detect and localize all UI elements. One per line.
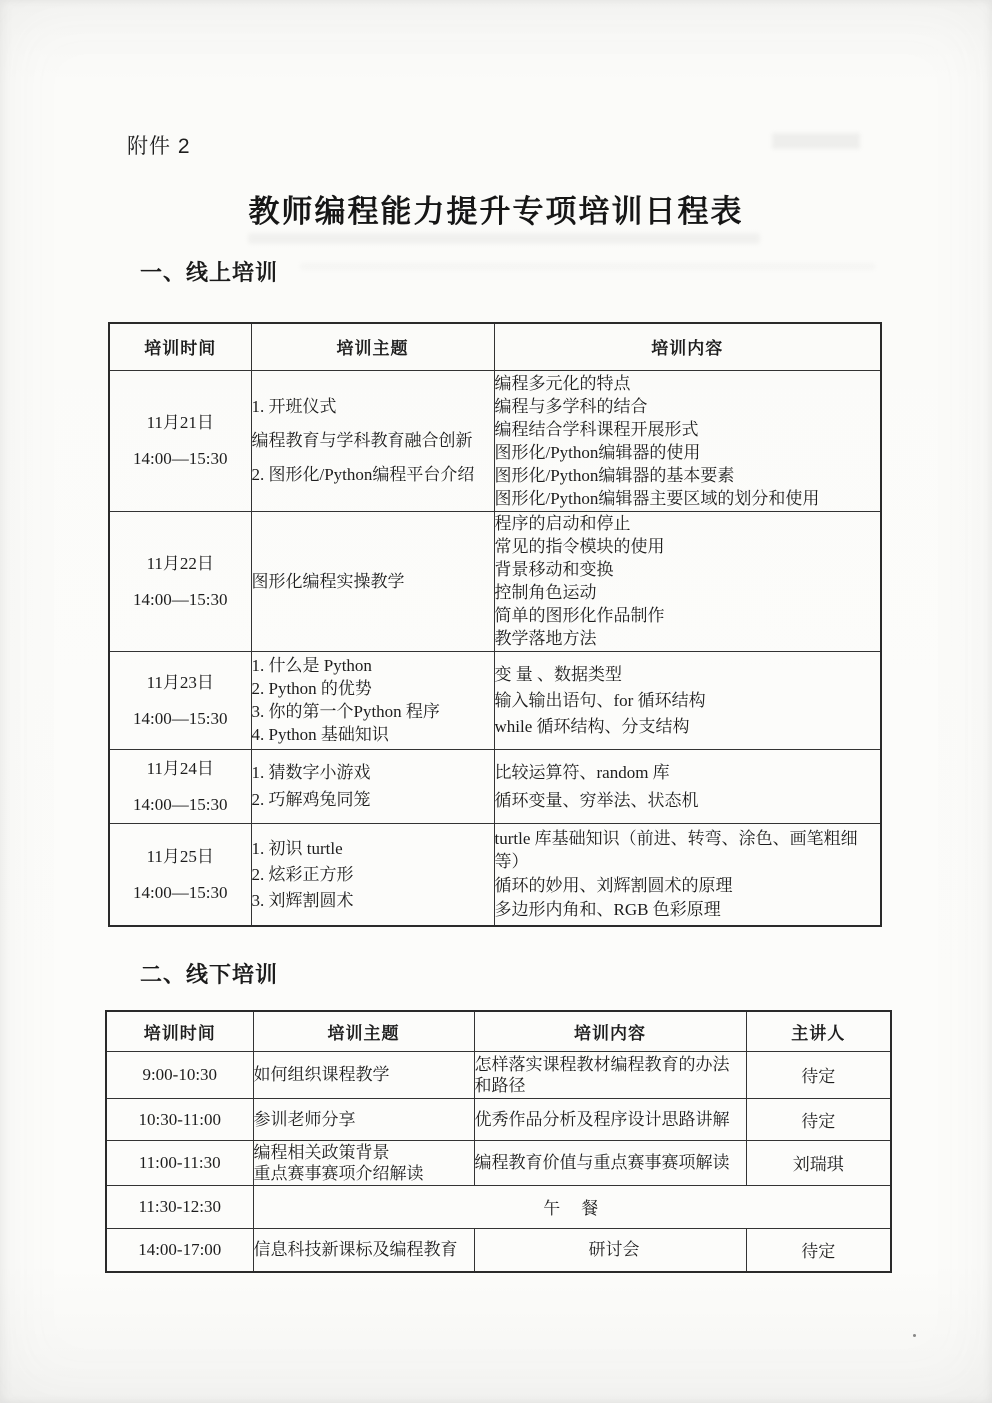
cell-line: 图形化/Python编辑器的基本要素 xyxy=(494,465,735,485)
table-row xyxy=(106,1228,891,1272)
topic-cell xyxy=(253,1140,474,1185)
bleed-through-artifact xyxy=(248,233,760,244)
cell-line: 研讨会 xyxy=(588,1240,640,1260)
cell-line: 输入输出语句、for 循环结构 xyxy=(494,690,706,710)
cell-line: 编程教育价值与重点赛事赛项解读 xyxy=(474,1153,730,1172)
column-header: 培训时间 xyxy=(109,323,251,370)
cell-line: 1. 开班仪式 xyxy=(251,397,337,416)
time-cell xyxy=(109,651,251,749)
cell-line: 11月24日 xyxy=(146,758,214,778)
table-row xyxy=(109,651,881,749)
topic-cell xyxy=(251,511,494,651)
cell-line: 1. 什么是 Python xyxy=(251,656,372,675)
table-header-row xyxy=(106,1011,891,1051)
cell-line: 参训老师分享 xyxy=(253,1109,356,1129)
cell-line: 循环的妙用、刘辉割圆术的原理 xyxy=(494,876,733,896)
topic-cell xyxy=(251,370,494,511)
content-cell xyxy=(494,370,881,511)
column-header: 培训内容 xyxy=(494,323,881,370)
bleed-through-artifact xyxy=(300,263,875,270)
cell-line: 编程与多学科的结合 xyxy=(494,396,648,416)
column-header: 主讲人 xyxy=(746,1011,891,1051)
cell-line: 14:00—15:30 xyxy=(133,882,228,902)
section-heading-offline: 二、线下培训 xyxy=(140,962,279,987)
content-cell xyxy=(474,1051,746,1098)
cell-line: 9:00-10:30 xyxy=(142,1065,218,1084)
cell-line: 3. 刘辉割圆术 xyxy=(251,890,354,910)
cell-line: 1. 猜数字小游戏 xyxy=(251,763,371,782)
column-header: 培训主题 xyxy=(253,1011,474,1051)
table-row xyxy=(109,823,881,926)
cell-line: 控制角色运动 xyxy=(494,583,597,602)
cell-line: 优秀作品分析及程序设计思路讲解 xyxy=(474,1109,730,1129)
time-cell xyxy=(109,823,251,926)
cell-line: 11月22日 xyxy=(146,553,214,573)
content-cell xyxy=(494,651,881,749)
topic-cell xyxy=(251,749,494,823)
scan-dust-speck xyxy=(913,1334,916,1337)
cell-line: 2. 炫彩正方形 xyxy=(251,864,354,884)
topic-cell xyxy=(251,651,494,749)
presenter-cell: 待定 xyxy=(746,1228,891,1272)
cell-line: 14:00-17:00 xyxy=(138,1240,222,1260)
cell-line: 2. 图形化/Python编程平台介绍 xyxy=(251,465,475,484)
cell-line: 1. 初识 turtle xyxy=(251,838,343,858)
cell-line: 图形化编程实操教学 xyxy=(251,571,405,591)
cell-line: 11:00-11:30 xyxy=(138,1153,221,1172)
cell-line: 编程结合学科课程开展形式 xyxy=(494,419,699,439)
table-row xyxy=(106,1185,891,1228)
cell-line: 4. Python 基础知识 xyxy=(251,725,389,744)
presenter-cell: 刘瑞琪 xyxy=(746,1140,891,1185)
cell-line: 图形化/Python编辑器的使用 xyxy=(494,442,701,462)
cell-line: 信息科技新课标及编程教育 xyxy=(253,1240,458,1260)
topic-cell xyxy=(253,1098,474,1140)
cell-line: 编程相关政策背景 xyxy=(253,1142,390,1162)
cell-line: 重点赛事赛项介绍解读 xyxy=(253,1163,424,1183)
cell-line: 14:00—15:30 xyxy=(133,794,228,814)
cell-line: 教学落地方法 xyxy=(494,629,597,648)
cell-line: 11月23日 xyxy=(146,672,214,692)
cell-line: 编程多元化的特点 xyxy=(494,373,631,393)
cell-line: 如何组织课程教学 xyxy=(253,1065,390,1084)
offline-training-table xyxy=(105,1010,892,1273)
attachment-label: 附件 2 xyxy=(127,135,191,158)
page-title: 教师编程能力提升专项培训日程表 xyxy=(248,194,744,229)
column-header: 培训时间 xyxy=(106,1011,253,1051)
time-cell xyxy=(106,1185,253,1228)
cell-line: while 循环结构、分支结构 xyxy=(494,716,690,736)
table-row xyxy=(106,1098,891,1140)
cell-line: 10:30-11:00 xyxy=(138,1109,221,1129)
merged-cell: 午 餐 xyxy=(253,1185,891,1228)
cell-line: 变 量 、数据类型 xyxy=(494,664,622,684)
time-cell xyxy=(106,1051,253,1098)
section-heading-online: 一、线上培训 xyxy=(140,260,279,285)
cell-line: 怎样落实课程教材编程教育的办法和路径 xyxy=(474,1054,730,1095)
time-cell xyxy=(109,511,251,651)
cell-line: 2. 巧解鸡兔同笼 xyxy=(251,790,371,809)
time-cell xyxy=(106,1140,253,1185)
cell-line: 14:00—15:30 xyxy=(133,449,228,468)
cell-line: 背景移动和变换 xyxy=(494,560,614,579)
presenter-cell: 待定 xyxy=(746,1098,891,1140)
cell-line: 2. Python 的优势 xyxy=(251,679,372,698)
table-row xyxy=(106,1051,891,1098)
cell-line: 多边形内角和、RGB 色彩原理 xyxy=(494,900,721,920)
content-cell xyxy=(474,1228,746,1272)
bleed-through-artifact xyxy=(772,133,860,149)
time-cell xyxy=(109,749,251,823)
table-header-row xyxy=(109,323,881,370)
cell-line: 图形化/Python编辑器主要区域的划分和使用 xyxy=(494,488,820,508)
cell-line: 编程教育与学科教育融合创新 xyxy=(251,431,473,450)
cell-line: 3. 你的第一个Python 程序 xyxy=(251,702,440,721)
presenter-cell: 待定 xyxy=(746,1051,891,1098)
cell-line: 11月21日 xyxy=(146,413,214,432)
cell-line: 循环变量、穷举法、状态机 xyxy=(494,790,699,810)
content-cell xyxy=(474,1140,746,1185)
cell-line: 常见的指令模块的使用 xyxy=(494,537,665,556)
table-row xyxy=(109,511,881,651)
cell-line: 11:30-12:30 xyxy=(138,1197,221,1216)
cell-line: 程序的启动和停止 xyxy=(494,514,631,533)
time-cell xyxy=(106,1228,253,1272)
topic-cell xyxy=(253,1228,474,1272)
content-cell xyxy=(474,1098,746,1140)
column-header: 培训主题 xyxy=(251,323,494,370)
cell-line: 简单的图形化作品制作 xyxy=(494,606,665,625)
content-cell xyxy=(494,823,881,926)
cell-line: 14:00—15:30 xyxy=(133,708,228,728)
cell-line: turtle 库基础知识（前进、转弯、涂色、画笔粗细等） xyxy=(494,829,858,872)
table-row xyxy=(109,749,881,823)
online-training-table xyxy=(108,322,882,927)
time-cell xyxy=(109,370,251,511)
cell-line: 比较运算符、random 库 xyxy=(494,762,670,782)
cell-line: 11月25日 xyxy=(146,846,214,866)
time-cell xyxy=(106,1098,253,1140)
table-row xyxy=(109,370,881,511)
table-row xyxy=(106,1140,891,1185)
cell-line: 14:00—15:30 xyxy=(133,589,228,609)
topic-cell xyxy=(251,823,494,926)
topic-cell xyxy=(253,1051,474,1098)
content-cell xyxy=(494,511,881,651)
column-header: 培训内容 xyxy=(474,1011,746,1051)
content-cell xyxy=(494,749,881,823)
